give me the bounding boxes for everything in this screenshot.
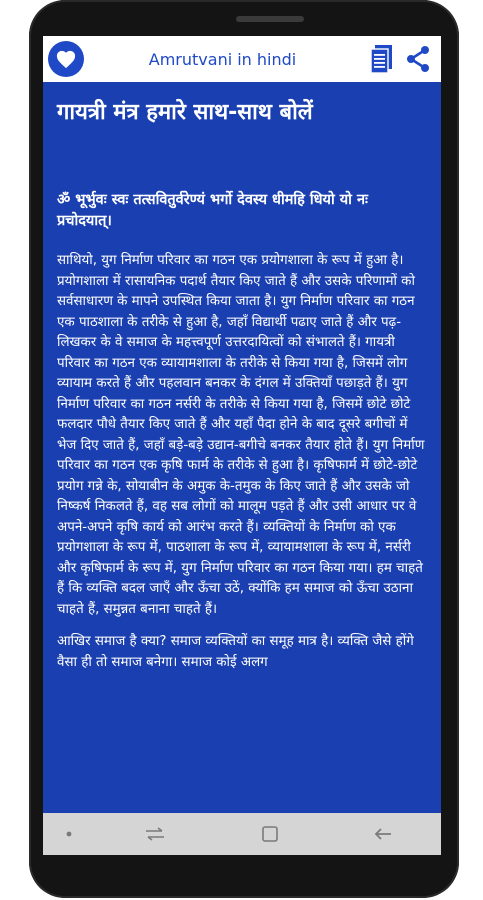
gayatri-mantra: ॐ भूर्भुवः स्वः तत्सवितुर्वरेण्यं भर्गो देवस्य धीमहि धियो यो नः प्रचोदयात्। bbox=[57, 191, 368, 230]
recents-button[interactable] bbox=[95, 813, 215, 855]
document-list-icon bbox=[370, 44, 394, 74]
app-bar-actions bbox=[361, 42, 433, 76]
favorite-button[interactable] bbox=[48, 41, 84, 77]
share-button[interactable] bbox=[403, 42, 433, 76]
system-navigation-bar bbox=[43, 813, 441, 855]
heart-icon bbox=[55, 49, 77, 69]
back-button[interactable] bbox=[325, 813, 441, 855]
article-paragraph: साथियो, युग निर्माण परिवार का गठन एक प्रयोगशाला के रूप में हुआ है। प्रयोगशाला में रासायनिक पदार्थ तैयार किए जाते हैं और उसके परिणामों को सर्वसाधारण के मापने उपस्थित किया जाता है। युग निर्माण परिवार का गठन एक पाठशाला के तरीके से हुआ है, जहाँ विद्यार्थी पढाए जाते हैं और पढ़-लिखकर के वे समाज के महत्त्वपूर्ण उत्तरदायित्वों को संभालते हैं। गायत्री परिवार का गठन एक व्यायामशाला के तरीके से किया गया है, जिसमें लोग व्यायाम करते हैं और पहलवान बनकर के दंगल में उक्तियाँ पछाड़ते हैं। युग निर्माण परिवार का गठन नर्सरी के तरीके से किया गया है, जिसमें छोटे छोटे फलदार पौधे तैयार किए जाते हैं और यहाँ पैदा होने के बाद दूसरे बगीचों में भेज दिए जाते हैं, जहाँ बड़े-बड़े उद्यान-बगीचे बनकर तैयार होते हैं। युग निर्माण परिवार का गठन एक कृषि फार्म के तरीके से हुआ है। कृषिफार्म में छोटे-छोटे प्रयोग गन्ने के, सोयाबीन के अमुक के-तमुक के किए जाते हैं और उसके जो निष्कर्ष निकलते हैं, वह सब लोगों को मालूम पड़ते हैं और उसी आधार पर वे अपने-अपने कृषि कार्य को आरंभ करते हैं। व्यक्तियों के निर्माण को एक प्रयोगशाला के रूप में, पाठशाला के रूप में, व्यायामशाला के रूप में, नर्सरी और कृषिफार्म के रूप में, युग निर्माण परिवार का गठन किया गया। हम चाहते हैं कि व्यक्ति बदल जाएँ और ऊँचा उठें, क्योंकि हम समाज को ऊँचा उठाना चाहते हैं, समुन्नत बनाना चाहते हैं। bbox=[57, 253, 425, 617]
phone-speaker bbox=[236, 16, 304, 22]
dot-icon bbox=[65, 830, 73, 838]
list-button[interactable] bbox=[367, 42, 397, 76]
article-content[interactable] bbox=[43, 82, 441, 813]
home-square-icon bbox=[261, 825, 279, 843]
share-icon bbox=[404, 45, 432, 73]
nav-dot-button[interactable] bbox=[43, 813, 95, 855]
home-button[interactable] bbox=[215, 813, 325, 855]
article-paragraph: आखिर समाज है क्या? समाज व्यक्तियों का समूह मात्र है। व्यक्ति जैसे होंगे वैसा ही तो समाज बनेगा। समाज कोई अलग bbox=[57, 634, 414, 670]
app-bar bbox=[43, 36, 441, 82]
article-heading: गायत्री मंत्र हमारे साथ-साथ बोलें bbox=[57, 100, 313, 125]
app-title: Amrutvani in hindi bbox=[148, 49, 297, 69]
back-arrow-icon bbox=[373, 826, 393, 842]
app-screen bbox=[43, 36, 441, 813]
recents-icon bbox=[144, 826, 166, 842]
